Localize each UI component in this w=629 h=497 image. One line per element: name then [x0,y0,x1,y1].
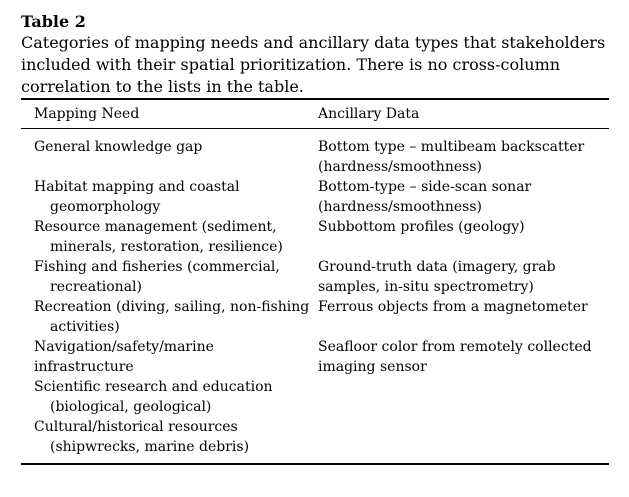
header-ancillary-data: Ancillary Data [318,106,420,122]
mapping-need-item: Habitat mapping and coastal geomorphology [34,179,240,215]
ancillary-data-item: Ground-truth data (imagery, grab samples, in-situ spectrometry) [318,259,556,295]
ancillary-data-item: Seafloor color from remotely collected imaging sensor [318,339,592,375]
mapping-need-item: Cultural/historical resources (shipwrecks, marine debris) [34,419,250,455]
ancillary-data-item: Subbottom profiles (geology) [318,219,525,235]
header-mapping-need: Mapping Need [34,106,140,122]
mapping-need-item: Fishing and fisheries (commercial, recreational) [34,259,280,295]
mapping-need-item: Recreation (diving, sailing, non-fishing activities) [34,299,310,335]
mapping-need-item: Resource management (sediment, minerals, restoration, resilience) [34,219,283,255]
table-container [21,12,609,465]
mapping-need-item: General knowledge gap [34,139,203,155]
table-body [21,129,609,463]
ancillary-data-item: Bottom-type – side-scan sonar (hardness/smoothness) [318,179,532,215]
mapping-need-item: Scientific research and education (biological, geological) [34,379,273,415]
mapping-need-column [21,137,318,457]
ancillary-data-column [318,137,609,457]
ancillary-data-item: Ferrous objects from a magnetometer [318,299,588,315]
table-caption: Categories of mapping needs and ancillary data types that stakeholders included with their spatial prioritization. There is no cross-column correlation to the lists in the table. [21,33,606,96]
ancillary-data-item: Bottom type – multibeam backscatter (hardness/smoothness) [318,139,585,175]
mapping-need-item: Navigation/safety/marine infrastructure [34,339,214,375]
table-header [21,100,609,128]
table-label: Table 2 [21,12,86,31]
bottom-rule [21,463,609,465]
